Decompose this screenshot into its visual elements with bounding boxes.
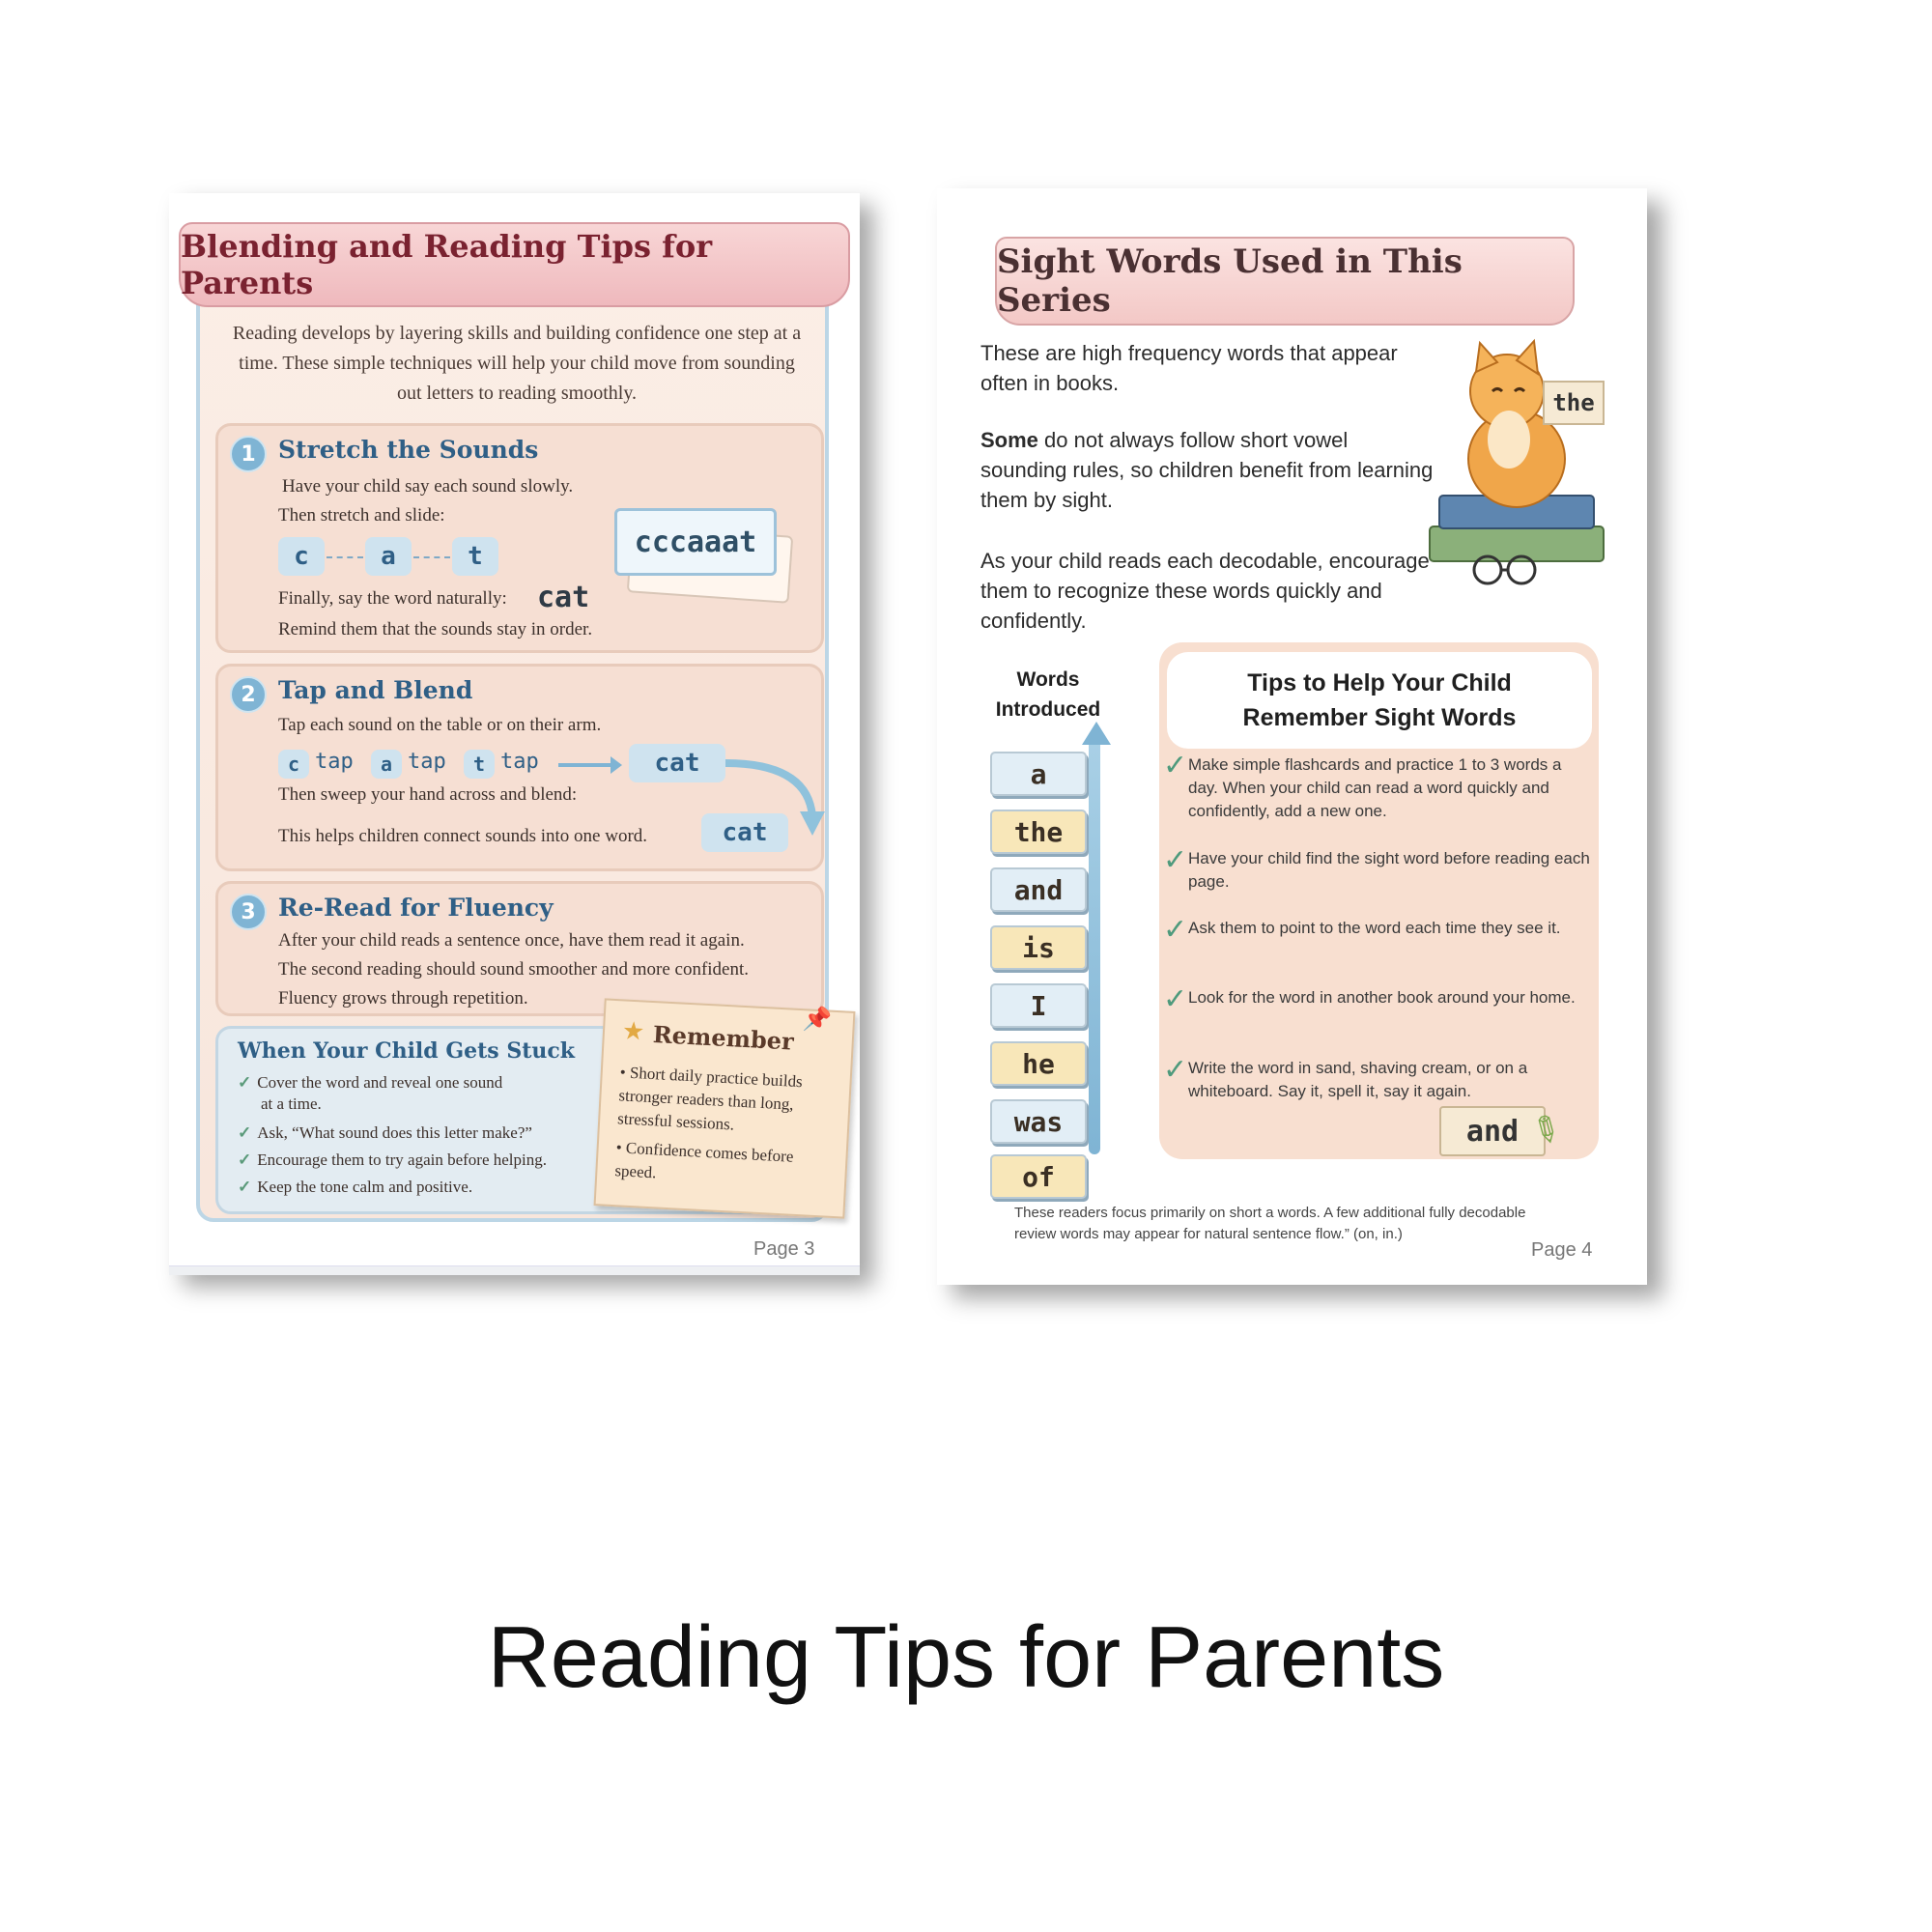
section-3-line-2: The second reading should sound smoother and more confident. [278, 959, 750, 980]
check-icon: ✓ [238, 1178, 252, 1196]
footnote: These readers focus primarily on short a words. A few additional fully decodable review words may appear for natural sentence flow.” (on, in.) [1014, 1205, 1526, 1242]
word-cat: cat [537, 581, 590, 614]
when-stuck-title: When Your Child Gets Stuck [238, 1038, 576, 1064]
section-3-line-1: After your child reads a sentence once, have them read it again. [278, 930, 745, 951]
stuck-item: ✓ Encourage them to try again before helping. [238, 1151, 547, 1169]
sight-word-card: I [990, 983, 1087, 1028]
letter-chip-c: c [278, 537, 325, 576]
tip-item: Make simple flashcards and practice 1 to 3 words a day. When your child can read a word quickly and confidently, add a new one. [1188, 755, 1562, 820]
stretched-word-card: cccaaat [614, 508, 777, 576]
page-3-label: Page 3 [753, 1238, 815, 1260]
dash-connector [413, 556, 450, 558]
section-2-line-1: Tap each sound on the table or on their arm. [278, 715, 602, 735]
section-number-3: 3 [230, 894, 267, 930]
tips-title: Tips to Help Your Child Remember Sight Words [1167, 652, 1592, 749]
section-reread-fluency [215, 881, 824, 1016]
section-1-line-4: Remind them that the sounds stay in order. [278, 619, 593, 639]
letter-chip-c: c [278, 750, 309, 779]
word-ladder [1089, 739, 1100, 1154]
section-stretch-sounds [215, 423, 824, 653]
section-1-line-3: Finally, say the word naturally: [278, 588, 507, 609]
tip-item: Look for the word in another book around your home. [1188, 988, 1576, 1007]
page-4-label: Page 4 [1531, 1239, 1593, 1261]
section-1-line-2: Then stretch and slide: [278, 505, 445, 526]
page-3-banner [179, 222, 850, 307]
tap-label: tap [315, 750, 354, 774]
arrow-up-icon [1080, 720, 1113, 749]
blended-word-chip: cat [629, 744, 725, 782]
check-icon: ✓ [1163, 749, 1188, 782]
tip-item: Ask them to point to the word each time they see it. [1188, 919, 1561, 937]
stuck-item: ✓ Keep the tone calm and positive. [238, 1178, 473, 1196]
decodable-paragraph: As your child reads each decodable, encourage them to recognize these words quickly and confidently. [980, 549, 1430, 633]
tip-item: Write the word in sand, shaving cream, or on a whiteboard. Say it, spell it, say it again. [1188, 1059, 1528, 1100]
letter-chip-a: a [371, 750, 402, 779]
and-word-card: and [1439, 1106, 1546, 1156]
pencil-icon: ✎ [1522, 1106, 1569, 1155]
arrow-right-icon [556, 753, 624, 777]
check-icon: ✓ [1163, 1053, 1188, 1087]
page-3 [169, 193, 860, 1275]
check-icon: ✓ [1163, 843, 1188, 877]
sight-word-card: is [990, 925, 1087, 970]
blended-word-chip-2: cat [701, 813, 788, 852]
check-icon: ✓ [1163, 982, 1188, 1016]
cat-on-books-illustration [1420, 333, 1613, 594]
stuck-item-continued: at a time. [261, 1094, 322, 1113]
tip-item: Have your child find the sight word before reading each page. [1188, 849, 1590, 891]
page-4-banner [995, 237, 1575, 326]
section-3-line-3: Fluency grows through repetition. [278, 988, 528, 1009]
sight-word-card: and [990, 867, 1087, 912]
pushpin-icon: 📌 [802, 1005, 833, 1034]
tips-box [1159, 642, 1599, 1159]
check-icon: ✓ [238, 1151, 252, 1169]
section-2-title: Tap and Blend [278, 676, 473, 704]
remember-note [594, 998, 856, 1218]
dash-connector [327, 556, 363, 558]
remember-item: • Confidence comes before speed. [613, 1138, 794, 1182]
editor-toolbar-strip [169, 1265, 860, 1275]
check-icon: ✓ [238, 1123, 252, 1142]
section-3-title: Re-Read for Fluency [278, 894, 554, 922]
page-3-intro: Reading develops by layering skills and building confidence one step at a time. These simple techniques will help your child move from sounding out letters to reading smoothly. [232, 323, 802, 404]
sight-word-card: was [990, 1099, 1087, 1144]
sight-word-card: of [990, 1154, 1087, 1199]
sight-word-card: the [990, 810, 1087, 854]
letter-chip-a: a [365, 537, 412, 576]
section-tap-blend [215, 664, 824, 871]
section-2-line-3: This helps children connect sounds into one word. [278, 826, 648, 846]
cat-card-text: the [1552, 389, 1595, 416]
page-3-title: Blending and Reading Tips for Parents [181, 228, 713, 301]
check-icon: ✓ [1163, 913, 1188, 947]
remember-item: • Short daily practice builds stronger readers than long, stressful sessions. [616, 1063, 804, 1134]
remember-title: Remember [652, 1020, 795, 1056]
letter-chip-t: t [464, 750, 495, 779]
sight-word-card: he [990, 1041, 1087, 1086]
page-4 [937, 188, 1647, 1285]
sight-words-paragraph: Some do not always follow short vowel sounding rules, so children benefit from learning them by sight. [980, 428, 1434, 512]
letter-chip-t: t [452, 537, 498, 576]
section-number-2: 2 [230, 676, 267, 713]
stuck-item: ✓ Cover the word and reveal one sound [238, 1073, 503, 1092]
sight-word-card: a [990, 752, 1087, 796]
stuck-item: ✓ Ask, “What sound does this letter make?” [238, 1123, 532, 1142]
intro-paragraph: These are high frequency words that appear often in books. [980, 341, 1398, 395]
section-number-1: 1 [230, 436, 267, 472]
page-4-title: Sight Words Used in This Series [997, 242, 1463, 320]
section-1-title: Stretch the Sounds [278, 436, 539, 464]
caption: Reading Tips for Parents [487, 1609, 1445, 1706]
star-icon: ★ [621, 1016, 646, 1047]
section-1-line-1: Have your child say each sound slowly. [282, 476, 574, 497]
check-icon: ✓ [238, 1073, 252, 1092]
tap-label: tap [408, 750, 446, 774]
section-2-line-2: Then sweep your hand across and blend: [278, 784, 578, 805]
tap-label: tap [500, 750, 539, 774]
words-introduced-heading: Words Introduced [995, 668, 1101, 721]
